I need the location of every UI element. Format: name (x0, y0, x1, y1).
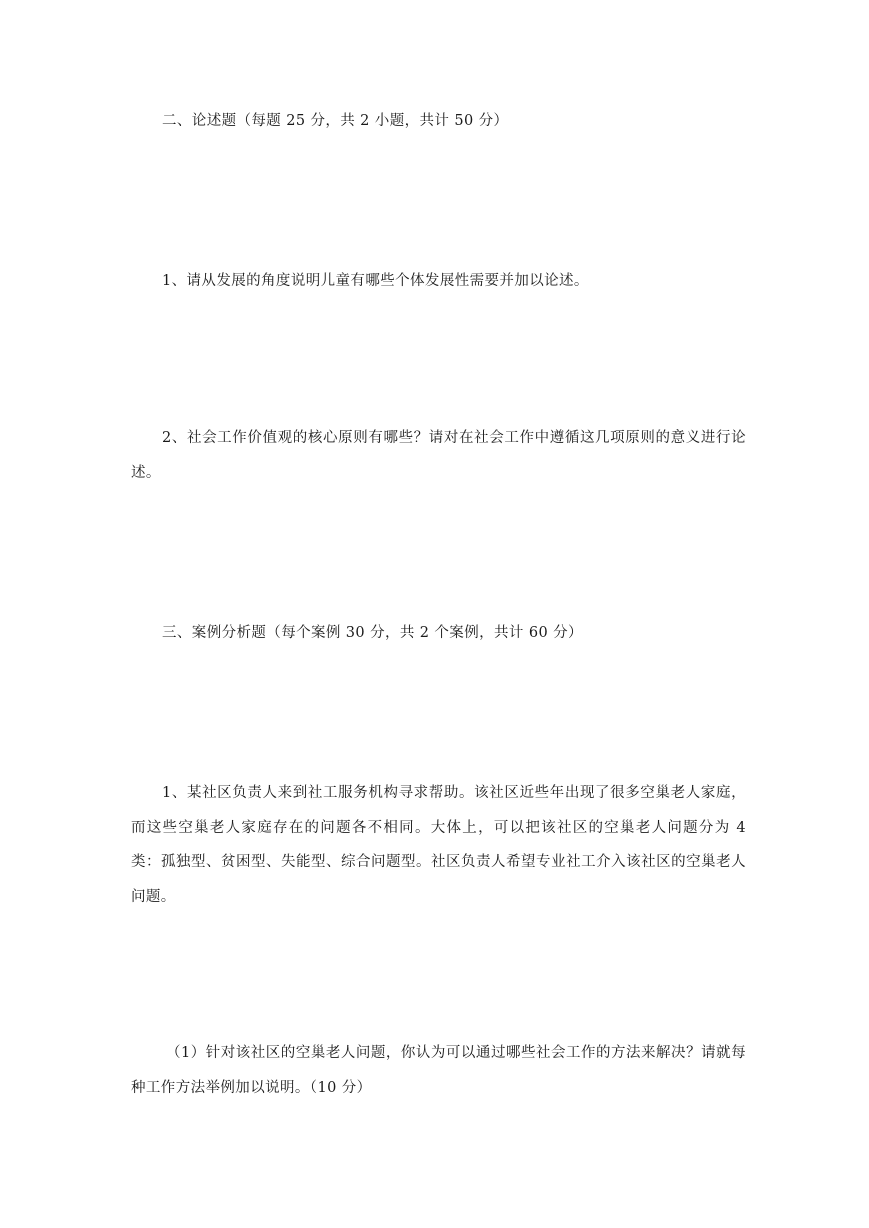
case-1-description: 1、某社区负责人来到社工服务机构寻求帮助。该社区近些年出现了很多空巢老人家庭，而这些空巢老人家庭存在的问题各不相同。大体上，可以把该社区的空巢老人问题分为 4 类：孤独型、贫困型、失能型、综合问题型。社区负责人希望专业社工介入该社区的空巢老人问题。 (131, 785, 746, 905)
case-1-subquestion-1: （1）针对该社区的空巢老人问题，你认为可以通过哪些社会工作的方法来解决？请就每种工作方法举例加以说明。（10 分） (131, 1045, 746, 1096)
question-1: 1、请从发展的角度说明儿童有哪些个体发展性需要并加以论述。 (162, 273, 589, 289)
question-2: 2、社会工作价值观的核心原则有哪些？请对在社会工作中遵循这几项原则的意义进行论述。 (131, 430, 746, 481)
section-2-heading: 二、论述题（每题 25 分，共 2 小题，共计 50 分） (162, 113, 509, 129)
section-3-heading: 三、案例分析题（每个案例 30 分，共 2 个案例，共计 60 分） (162, 625, 583, 641)
